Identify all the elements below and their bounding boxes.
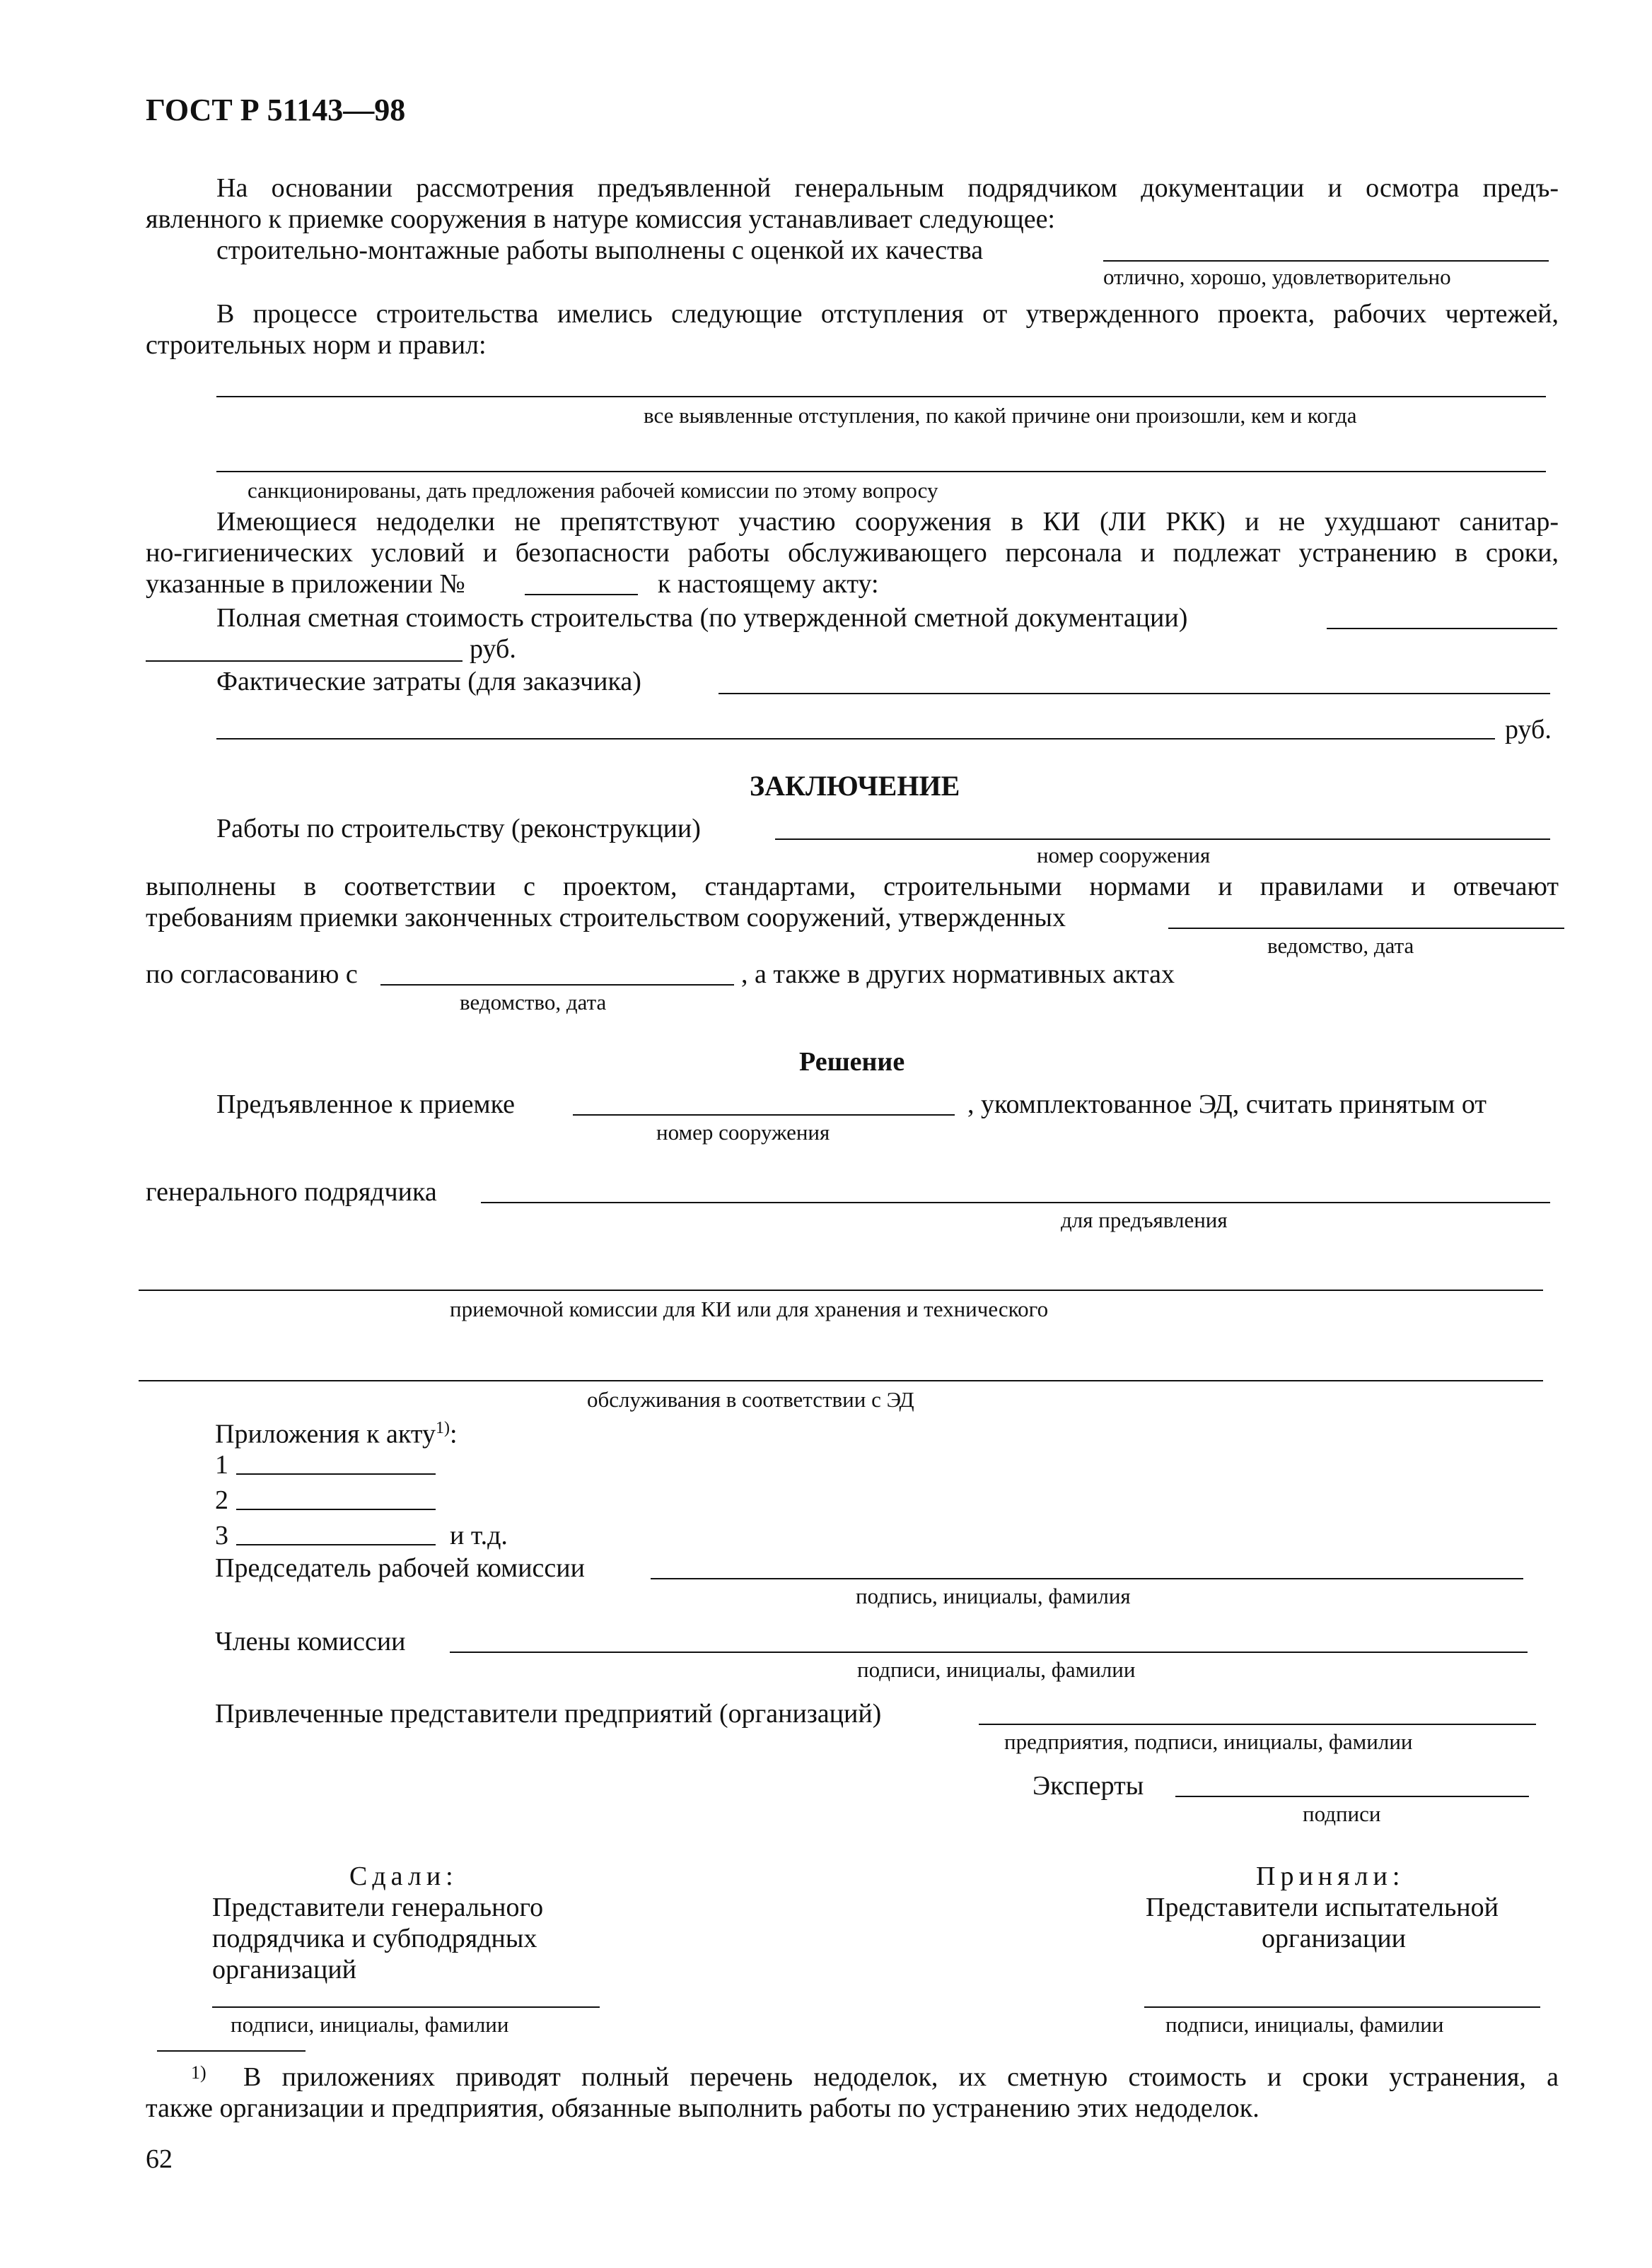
attachment-item-2: 2 [215, 1485, 228, 1515]
commission-field[interactable] [139, 1290, 1543, 1291]
attachment-number-field[interactable] [525, 594, 638, 595]
took-hint: подписи, инициалы, фамилии [1165, 2012, 1444, 2037]
members-hint: подписи, инициалы, фамилии [857, 1657, 1136, 1682]
members-label: Члены комиссии [215, 1627, 406, 1656]
gave-line-2: подрядчика и субподрядных [212, 1924, 537, 1953]
service-field[interactable] [139, 1380, 1543, 1381]
quality-hint: отлично, хорошо, удовлетворительно [1103, 264, 1451, 289]
cost-label: Полная сметная стоимость строительства (по утвержденной сметной документации) [216, 603, 1188, 633]
page-number: 62 [146, 2144, 173, 2174]
gave-signature-field[interactable] [212, 2006, 600, 2008]
agreement-field[interactable] [380, 984, 734, 986]
presented-structure-field[interactable] [573, 1114, 955, 1116]
standard-code: ГОСТ Р 51143—98 [146, 93, 406, 127]
attachment-item-1: 1 [215, 1450, 228, 1480]
reps-hint: предприятия, подписи, инициалы, фамилии [1004, 1729, 1413, 1754]
intro-line-1: На основании рассмотрения предъявленной генеральным подрядчиком документации и осмотра предъ- [216, 173, 1559, 203]
experts-hint: подписи [1303, 1801, 1381, 1826]
gave-hint: подписи, инициалы, фамилии [231, 2012, 509, 2037]
chairman-label: Председатель рабочей комиссии [215, 1553, 585, 1583]
compliance-line-1: выполнены в соответствии с проектом, стандартами, строительными нормами и правилами и отвечают [146, 872, 1559, 901]
chairman-hint: подпись, инициалы, фамилия [856, 1584, 1131, 1608]
service-hint: обслуживания в соответствии с ЭД [587, 1387, 914, 1412]
contractor-label: генерального подрядчика [146, 1177, 437, 1207]
intro-line-2: явленного к приемке сооружения в натуре комиссия устанавливает следующее: [146, 204, 1055, 234]
deviations-hint-1: все выявленные отступления, по какой причине они произошли, кем и когда [644, 403, 1357, 428]
agreement-hint: ведомство, дата [460, 990, 607, 1015]
gave-line-1: Представители генерального [212, 1893, 544, 1922]
conclusion-title: ЗАКЛЮЧЕНИЕ [750, 770, 960, 802]
took-title: Приняли: [1256, 1861, 1405, 1891]
attachments-etc: и т.д. [450, 1521, 508, 1550]
approved-by-hint: ведомство, дата [1267, 933, 1414, 958]
chairman-signature-field[interactable] [651, 1578, 1523, 1579]
deviations-line-1: В процессе строительства имелись следующие отступления от утвержденного проекта, рабочих чертежей, [216, 299, 1559, 329]
footnote-mark: 1) [191, 2062, 206, 2083]
other-acts-text: , а также в других нормативных актах [741, 959, 1175, 989]
compliance-line-2: требованиям приемки законченных строительством сооружений, утвержденных [146, 903, 1066, 933]
approved-by-field[interactable] [1168, 928, 1564, 929]
gave-line-3: организаций [212, 1955, 357, 1984]
experts-label: Эксперты [1032, 1771, 1144, 1801]
quality-field[interactable] [1103, 260, 1549, 262]
cost-field-a[interactable] [1327, 628, 1557, 629]
defects-line-2: но-гигиенических условий и безопасности работы обслуживающего персонала и подлежат устранению в сроки, [146, 538, 1559, 568]
actual-cost-rub: руб. [1505, 715, 1552, 744]
presentation-hint: для предъявления [1061, 1208, 1228, 1232]
took-line-2: организации [1262, 1924, 1407, 1953]
defects-line-3b: к настоящему акту: [658, 569, 879, 599]
attachment-field-3[interactable] [236, 1544, 436, 1545]
commission-hint: приемочной комиссии для КИ или для хранения и технического [450, 1297, 1049, 1321]
gave-title: Сдали: [349, 1861, 458, 1891]
accepted-text: , укомплектованное ЭД, считать принятым от [967, 1089, 1487, 1119]
deviations-hint-2: санкционированы, дать предложения рабочей комиссии по этому вопросу [248, 478, 938, 503]
experts-signature-field[interactable] [1175, 1796, 1529, 1797]
decision-title: Решение [799, 1047, 905, 1077]
footnote-line-1: В приложениях приводят полный перечень недоделок, их сметную стоимость и сроки устранения, а [243, 2062, 1559, 2092]
footnote-separator [157, 2050, 306, 2052]
deviations-field-1[interactable] [216, 396, 1546, 397]
deviations-field-2[interactable] [216, 471, 1546, 472]
defects-line-1: Имеющиеся недоделки не препятствуют участию сооружения в КИ (ЛИ РКК) и не ухудшают санитар- [216, 507, 1559, 537]
presented-label: Предъявленное к приемке [216, 1089, 515, 1119]
attachment-field-1[interactable] [236, 1473, 436, 1475]
quality-label: строительно-монтажные работы выполнены с оценкой их качества [216, 235, 984, 265]
took-line-1: Представители испытательной [1146, 1893, 1499, 1922]
attachment-item-3: 3 [215, 1521, 228, 1550]
cost-field-b[interactable] [146, 660, 463, 662]
members-signature-field[interactable] [450, 1652, 1528, 1653]
contractor-field[interactable] [481, 1202, 1550, 1203]
took-signature-field[interactable] [1144, 2006, 1540, 2008]
reps-signature-field[interactable] [979, 1724, 1536, 1725]
agreement-label: по согласованию с [146, 959, 358, 989]
works-label: Работы по строительству (реконструкции) [216, 814, 701, 843]
actual-cost-label: Фактические затраты (для заказчика) [216, 667, 641, 696]
defects-line-3a: указанные в приложении № [146, 569, 465, 599]
actual-cost-field-b[interactable] [216, 738, 1495, 740]
actual-cost-field-a[interactable] [719, 693, 1550, 694]
attachment-field-2[interactable] [236, 1509, 436, 1510]
works-structure-hint: номер сооружения [1037, 843, 1211, 867]
presented-structure-hint: номер сооружения [656, 1120, 830, 1145]
footnote-line-2: также организации и предприятия, обязанные выполнить работы по устранению этих недоделок. [146, 2093, 1260, 2123]
deviations-line-2: строительных норм и правил: [146, 330, 487, 360]
reps-label: Привлеченные представители предприятий (организаций) [215, 1699, 882, 1729]
attachments-label: Приложения к акту$^{1)}$: [215, 1419, 458, 1449]
cost-rub: руб. [470, 634, 516, 664]
works-structure-field[interactable] [775, 838, 1550, 840]
